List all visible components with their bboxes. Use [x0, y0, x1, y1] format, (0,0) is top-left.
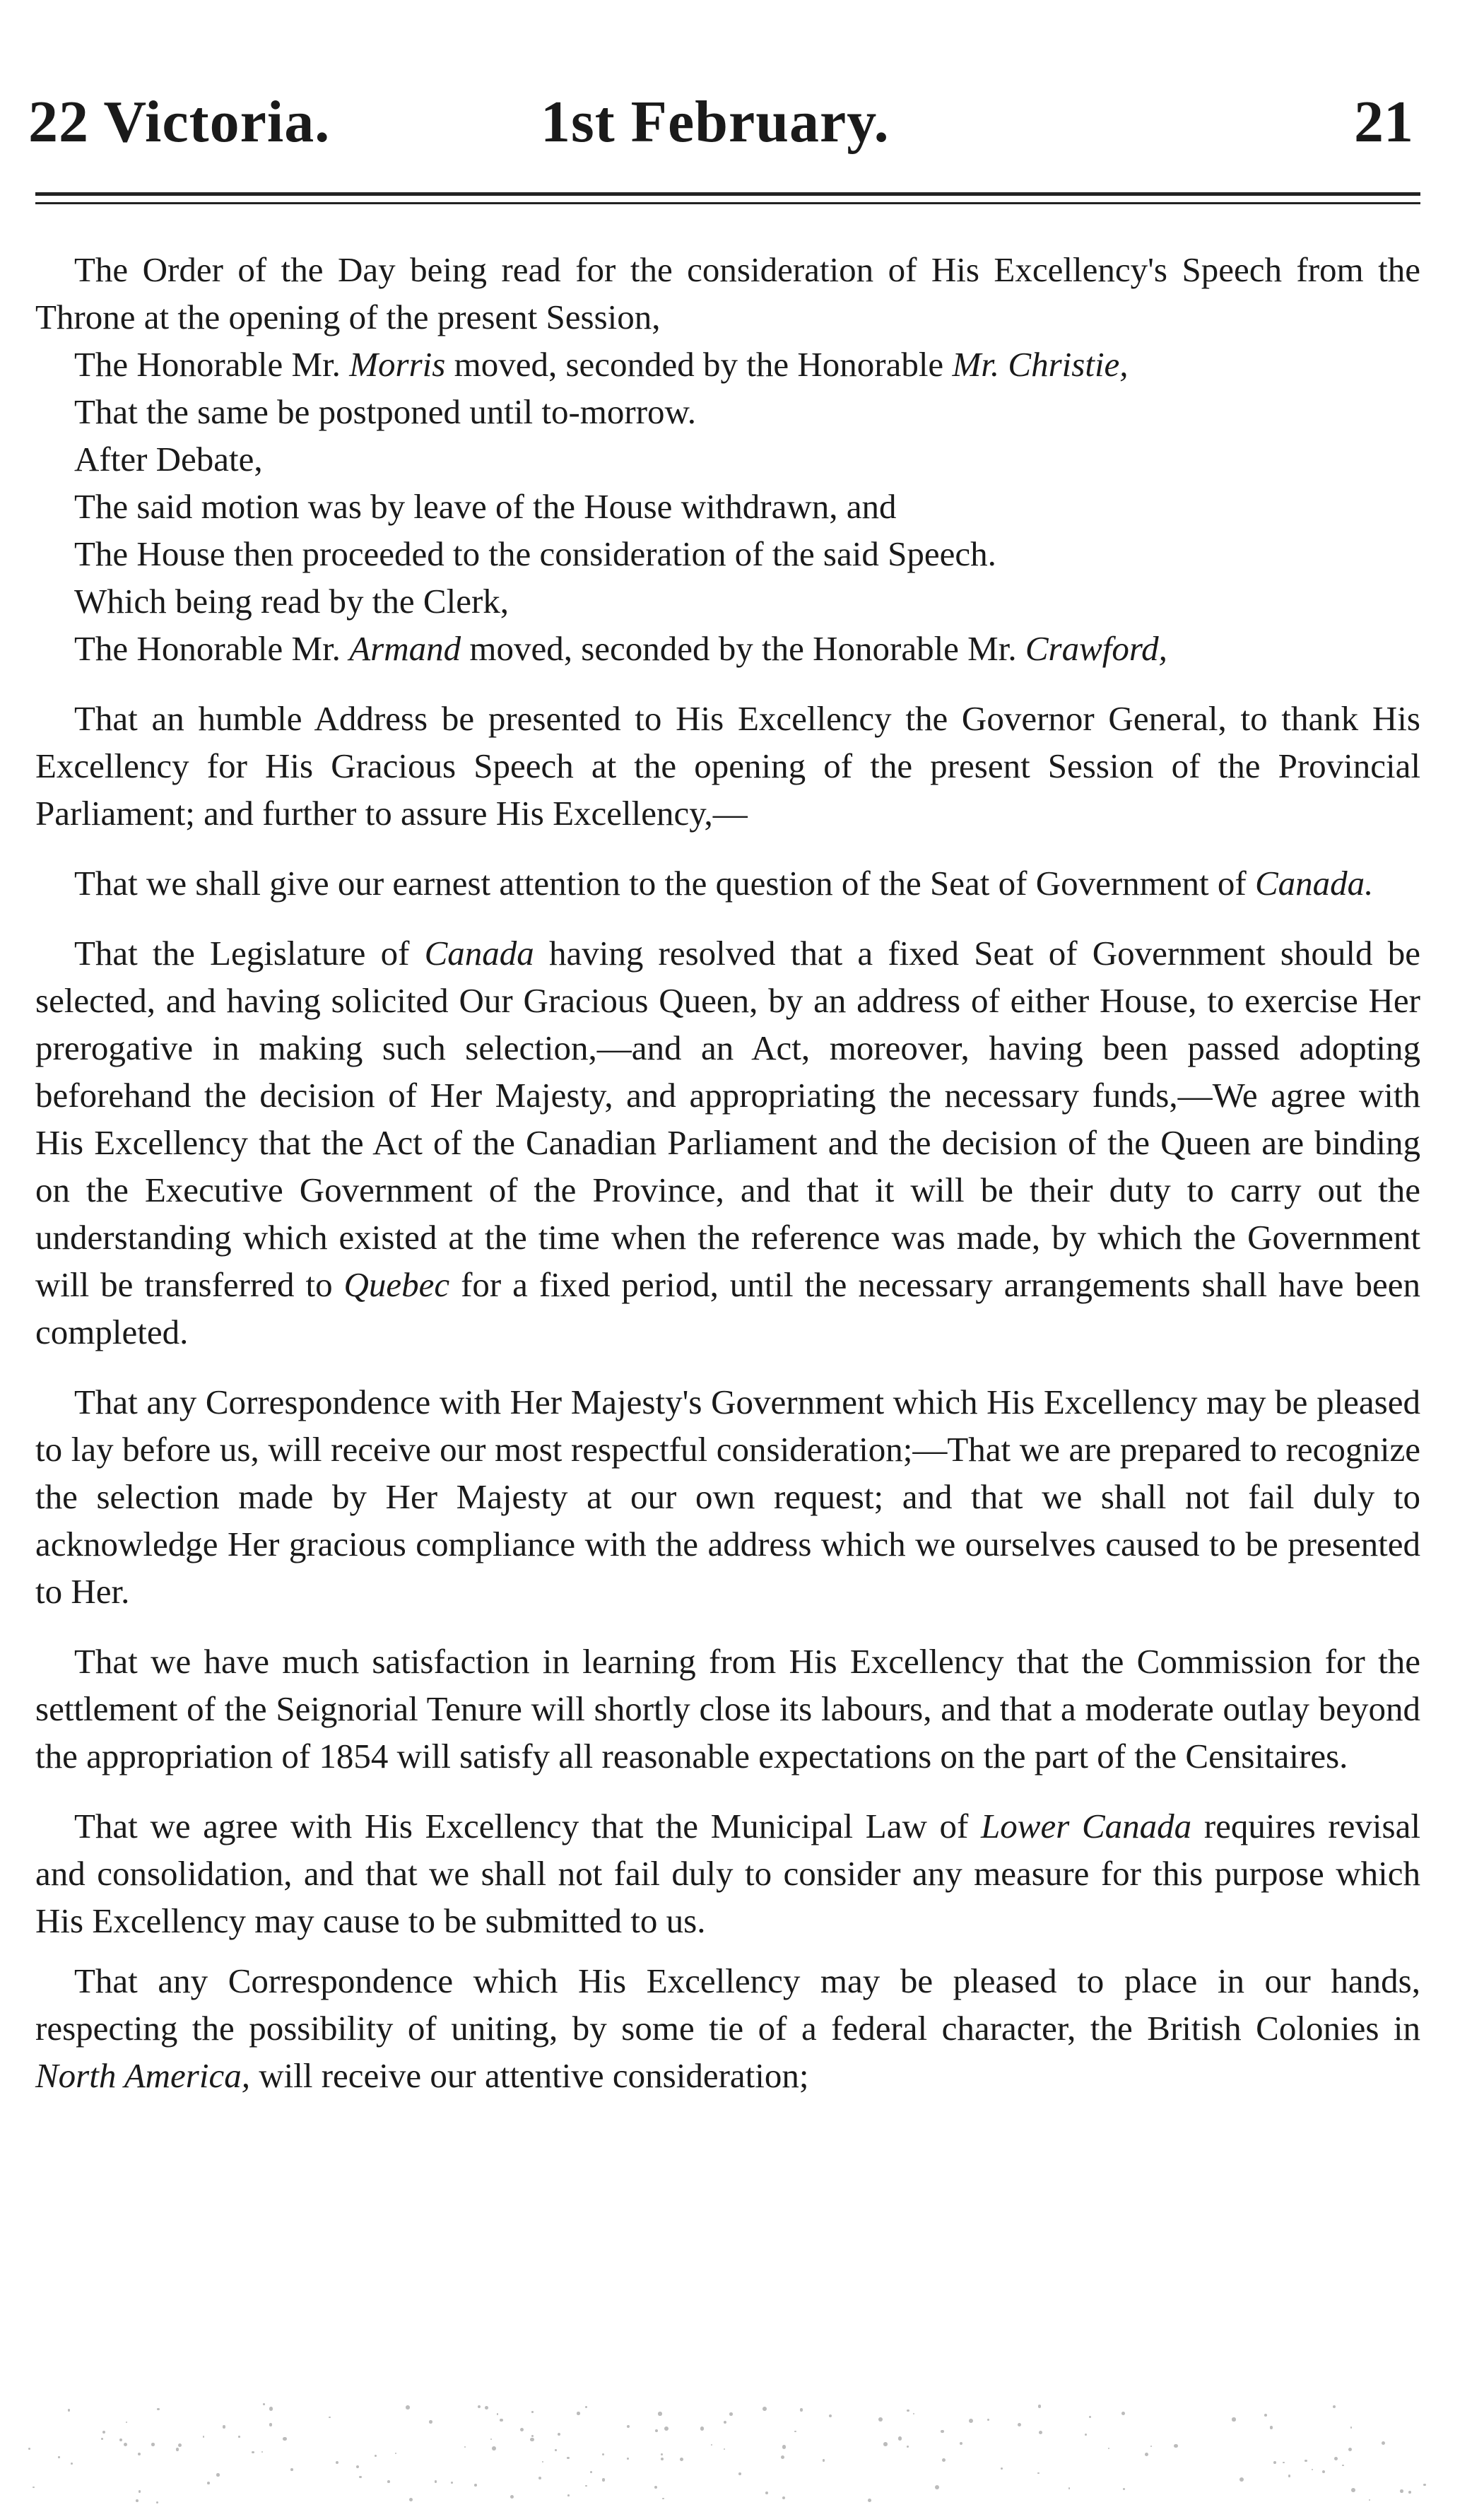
scan-speck: [510, 2495, 514, 2499]
place-name: Canada.: [1254, 864, 1374, 903]
scan-speck: [907, 2410, 909, 2412]
paragraph-text: for a fixed period, until the necessary arrangements shall have been completed.: [35, 1265, 1420, 1351]
scan-speck: [336, 2461, 338, 2464]
paragraph-municipal-law: [35, 1802, 1420, 1944]
scan-speck: [451, 2482, 453, 2484]
scan-speck: [435, 2480, 437, 2483]
scan-speck: [28, 2448, 30, 2450]
scan-speck: [356, 2465, 359, 2468]
scan-speck: [555, 2449, 556, 2451]
paragraph-legislature: [35, 929, 1420, 1356]
scan-speck: [1369, 2499, 1370, 2501]
scan-speck: [782, 2445, 787, 2449]
member-name: Mr. Christie,: [952, 345, 1129, 384]
paragraph-text: That we shall give our earnest attention to the question of the Seat of Government of: [74, 864, 1255, 903]
scan-speck: [794, 2431, 796, 2432]
scan-speck: [680, 2458, 683, 2461]
scan-speck: [907, 2446, 909, 2448]
scan-speck: [139, 2490, 141, 2492]
scan-speck: [478, 2405, 481, 2408]
scan-speck: [1232, 2417, 1235, 2421]
scan-speck: [497, 2413, 498, 2414]
paragraph-text: That any Correspondence which His Excellency may be pleased to place in our hands, respecting the possibility of uniting, by some tie of a federal character, the British Colonies in: [35, 1961, 1420, 2048]
scan-speck: [1068, 2487, 1071, 2489]
scan-speck: [492, 2446, 496, 2451]
house-proceeded: The House then proceeded to the consideration of the said Speech.: [74, 534, 996, 573]
scan-speck: [883, 2442, 888, 2446]
scan-speck: [1121, 2412, 1125, 2415]
scan-speck: [530, 2438, 534, 2441]
scan-speck: [868, 2499, 871, 2502]
scan-speck: [1039, 2431, 1042, 2434]
scan-speck: [711, 2444, 712, 2446]
scan-speck: [1270, 2426, 1273, 2429]
scan-speck: [800, 2408, 803, 2411]
scan-speck: [1018, 2423, 1021, 2426]
scan-speck: [406, 2405, 410, 2410]
scan-speck: [252, 2451, 254, 2454]
scan-speck: [724, 2421, 726, 2424]
scan-speck: [1085, 2434, 1087, 2436]
scan-speck: [1038, 2405, 1042, 2408]
scan-speck: [500, 2419, 502, 2422]
scan-speck: [1305, 2460, 1307, 2463]
scan-speck: [1037, 2472, 1040, 2475]
paragraph-seignorial-tenure: That we have much satisfaction in learning from His Excellency that the Commission for the settlement of the Seignorial Tenure will shortly close its labours, and that a moderate outlay beyond the appropriation of 1854 will satisfy all reasonable expectations on the part of the Censitaires.: [35, 1642, 1420, 1776]
scan-speck: [1382, 2441, 1386, 2446]
scan-speck: [700, 2426, 705, 2431]
scan-speck: [1150, 2446, 1152, 2447]
scan-speck: [1288, 2475, 1291, 2477]
paragraph-order-of-day: The Order of the Day being read for the consideration of His Excellency's Speech from the Throne at the opening of the present Session,: [35, 250, 1420, 336]
scan-speck: [119, 2438, 122, 2441]
scan-speck: [387, 2480, 390, 2483]
scan-speck: [1342, 2465, 1344, 2467]
after-debate: After Debate,: [74, 440, 263, 479]
scan-speck: [1145, 2453, 1148, 2456]
scan-speck: [1001, 2467, 1003, 2470]
scan-speck: [1108, 2448, 1109, 2449]
scan-speck: [823, 2459, 825, 2461]
scan-speck: [474, 2484, 477, 2487]
place-name: Canada: [424, 934, 534, 973]
motion-text: moved, seconded by the Honorable: [445, 345, 953, 384]
scan-speck: [585, 2485, 587, 2487]
scan-speck: [1273, 2461, 1276, 2464]
scan-speck: [1312, 2469, 1313, 2470]
motion-withdrawn: The said motion was by leave of the House withdrawn, and: [74, 487, 897, 526]
scan-speck: [126, 2422, 127, 2423]
scan-speck: [661, 2453, 663, 2455]
scan-speck: [359, 2476, 361, 2478]
scan-speck: [724, 2448, 725, 2450]
paragraph-text: having resolved that a fixed Seat of Government should be selected, and having solicited Our Gracious Queen, by an address of either House, to exercise Her prerogative in making such selection,—and an Act, moreover, having been passed adopting beforehand the decision of Her Majesty, and appropriating the necessary funds,—We agree with His Excellency that the Act of the Canadian Parliament and the decision of the Queen are binding on the Executive Government of the Province, and that it will be their duty to carry out the understanding which existed at the time when the reference was made, by which the Government will be transferred to: [35, 934, 1420, 1304]
scan-speck: [662, 2498, 664, 2499]
scan-speck: [429, 2420, 432, 2424]
scan-speck: [283, 2437, 286, 2441]
paragraph-text: will receive our attentive consideration;: [249, 2056, 809, 2095]
scan-speck: [329, 2417, 330, 2418]
scan-speck: [765, 2492, 768, 2494]
scan-speck: [203, 2436, 205, 2438]
paragraph-text: That we agree with His Excellency that the Municipal Law of: [74, 1807, 982, 1845]
scan-speck: [542, 2461, 543, 2463]
scan-speck: [913, 2413, 914, 2414]
scan-speck: [1348, 2448, 1352, 2451]
scan-speck: [58, 2456, 59, 2458]
scan-speck: [1089, 2416, 1091, 2418]
motion-text: moved, seconded by the Honorable Mr.: [461, 629, 1025, 668]
scan-speck: [762, 2407, 767, 2411]
scan-speck: [531, 2435, 534, 2437]
scan-speck: [1334, 2457, 1338, 2460]
scan-speck: [1423, 2484, 1425, 2486]
scan-speck: [207, 2482, 210, 2484]
scan-speck: [138, 2453, 141, 2456]
header-rule-thin: [35, 202, 1420, 204]
scan-speck: [567, 2457, 570, 2460]
scan-speck: [151, 2443, 154, 2446]
place-name: Lower Canada: [981, 1807, 1192, 1845]
scan-speck: [490, 2438, 492, 2440]
motion-morris: [35, 341, 1420, 388]
scan-speck: [658, 2412, 661, 2415]
scan-speck: [520, 2428, 524, 2432]
header-rule-thick: [35, 192, 1420, 196]
scan-speck: [1264, 2414, 1267, 2417]
paragraph-correspondence: That any Correspondence with Her Majesty's Government which His Excellency may be pleased to lay before us, will receive our most respectful consideration;—That we are prepared to recognize the selection made by Her Majesty at our own request; and that we shall not fail duly to acknowledge Her gracious compliance with the address which we ourselves caused to be presented to Her.: [35, 1383, 1420, 1611]
scan-speck: [1239, 2477, 1244, 2482]
scan-speck: [1174, 2444, 1178, 2448]
scan-speck: [409, 2498, 413, 2501]
paragraph-british-colonies: [35, 1957, 1420, 2099]
scan-speck: [567, 2494, 570, 2496]
scan-speck: [238, 2436, 240, 2438]
header-regnal-year: 22 Victoria.: [28, 89, 331, 155]
scan-speck: [375, 2455, 377, 2457]
scan-speck: [664, 2426, 669, 2431]
place-name: North America,: [35, 2056, 250, 2095]
scan-speck: [290, 2468, 293, 2471]
scan-speck: [1322, 2470, 1325, 2473]
paragraph-humble-address: That an humble Address be presented to His Excellency the Governor General, to thank His Excellency for His Gracious Speech at the opening of the present Session of the Provincial Parliament; and further to assure His Excellency,—: [35, 699, 1420, 833]
scan-speck: [157, 2408, 160, 2411]
scan-speck: [602, 2453, 604, 2455]
scan-speck: [176, 2448, 179, 2451]
scan-speck: [538, 2477, 542, 2480]
read-by-clerk: Which being read by the Clerk,: [74, 582, 510, 621]
page-header: [28, 83, 1413, 161]
scan-speck: [1123, 2488, 1125, 2490]
scan-speck: [602, 2478, 605, 2481]
motion-postpone: That the same be postponed until to-morrow.: [74, 392, 696, 431]
scan-speck: [654, 2486, 657, 2489]
scan-speck: [124, 2443, 127, 2446]
scan-speck: [942, 2458, 946, 2462]
header-date: 1st February.: [541, 89, 890, 155]
scan-speck: [1350, 2426, 1352, 2428]
scan-speck: [1408, 2491, 1411, 2494]
scan-speck: [269, 2423, 273, 2426]
scan-speck: [661, 2458, 664, 2460]
journal-body: [35, 246, 1420, 2099]
scan-speck: [71, 2463, 73, 2465]
motion-armand: [35, 625, 1420, 672]
scan-speck: [1400, 2489, 1403, 2493]
scan-speck: [738, 2472, 741, 2475]
scan-speck: [269, 2407, 273, 2410]
scan-speck: [102, 2431, 105, 2434]
scan-speck: [585, 2406, 587, 2408]
scan-speck: [969, 2419, 973, 2423]
scan-speck: [960, 2442, 962, 2445]
scan-speck: [485, 2406, 488, 2410]
scan-speck: [101, 2438, 103, 2440]
place-name: Quebec: [343, 1265, 450, 1304]
scan-speck: [627, 2425, 630, 2428]
scan-speck: [216, 2473, 219, 2476]
member-name: Morris: [349, 345, 446, 384]
scan-speck: [781, 2455, 784, 2459]
scan-speck: [263, 2403, 265, 2405]
scan-speck: [1333, 2405, 1336, 2408]
member-name: Crawford,: [1025, 629, 1167, 668]
scan-speck: [1351, 2488, 1355, 2492]
paragraph-seat-of-government: [35, 859, 1420, 907]
scan-speck: [829, 2414, 832, 2417]
paragraph-text: That the Legislature of: [74, 934, 425, 973]
scan-speck: [590, 2471, 592, 2473]
scan-speck: [782, 2496, 785, 2499]
scan-speck: [898, 2436, 902, 2441]
scan-speck: [941, 2430, 944, 2434]
member-name: Armand: [349, 629, 461, 668]
scan-speck: [729, 2412, 733, 2416]
scan-speck: [531, 2411, 533, 2412]
motion-text: The Honorable Mr.: [74, 629, 350, 668]
scan-speck: [577, 2412, 579, 2414]
scan-speck: [223, 2425, 226, 2429]
scan-speck: [156, 2501, 159, 2504]
scan-speck: [261, 2451, 263, 2453]
scan-speck: [395, 2453, 396, 2454]
scan-speck: [136, 2499, 139, 2502]
scan-speck: [987, 2419, 989, 2421]
scan-speck: [68, 2409, 70, 2411]
scan-speck: [33, 2487, 35, 2489]
motion-text: The Honorable Mr.: [74, 345, 350, 384]
scan-speck: [627, 2458, 629, 2460]
scan-speck: [558, 2433, 561, 2436]
scan-speck: [464, 2446, 466, 2448]
page-number: 21: [1354, 89, 1413, 155]
scan-speck: [1283, 2462, 1284, 2463]
scan-speck: [655, 2429, 658, 2432]
scan-speck: [935, 2485, 939, 2489]
scan-speck: [178, 2443, 182, 2448]
paragraph-text: requires revisal and consolidation, and that we shall not fail duly to consider any measure for this purpose which His Excellency may cause to be submitted to us.: [35, 1807, 1420, 1940]
scan-speck: [878, 2417, 883, 2422]
